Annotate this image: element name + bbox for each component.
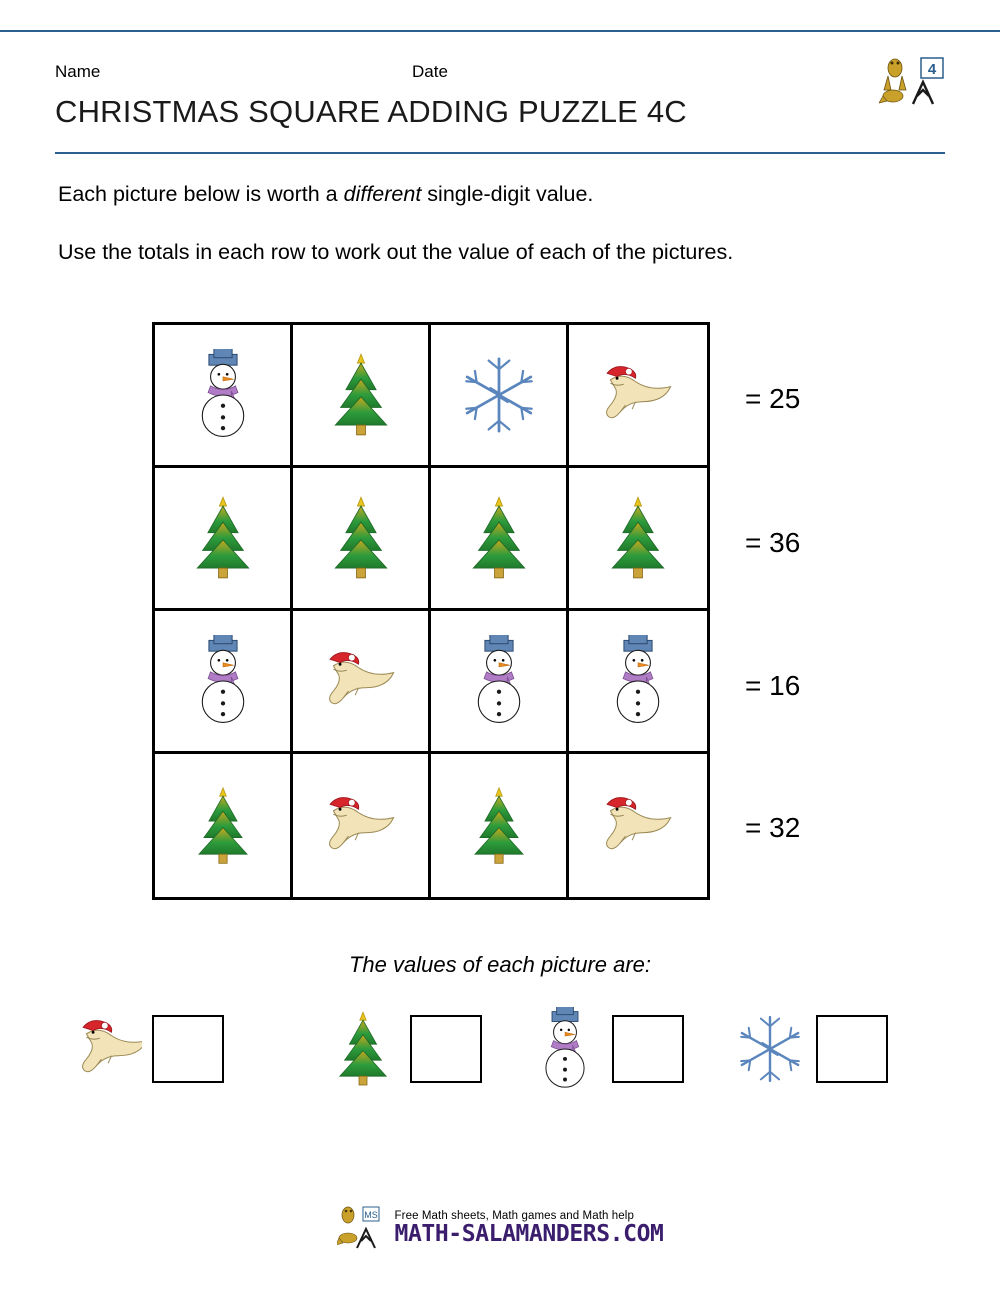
values-caption: The values of each picture are: (348, 952, 652, 977)
snowman-icon (470, 635, 528, 727)
instruction-1-emphasis: different (343, 182, 422, 206)
grid-cell (569, 468, 707, 611)
page-title: CHRISTMAS SQUARE ADDING PUZZLE 4C (55, 94, 687, 129)
tree-icon (330, 349, 392, 441)
snowman-icon (194, 349, 252, 441)
tree-icon (607, 488, 669, 588)
grid-cell (431, 611, 569, 754)
date-label: Date (412, 62, 448, 81)
grid-cell (431, 754, 569, 897)
grid-cell (569, 325, 707, 468)
row-total: = 16 (745, 670, 801, 701)
svg-text:MS: MS (363, 1210, 378, 1220)
top-rule (0, 30, 1000, 32)
worm-icon (592, 792, 684, 860)
snowman-icon (528, 1009, 602, 1089)
svg-text:4: 4 (927, 61, 937, 78)
grid-cell (155, 611, 293, 754)
row-total: = 32 (745, 812, 801, 843)
instruction-1-before: Each picture below is worth a (58, 182, 344, 206)
answer-slot-worm (68, 1005, 248, 1093)
instruction-line-2: Use the totals in each row to work out the value of each of the pictures. (58, 240, 734, 264)
name-label: Name (55, 62, 101, 81)
worm-icon (315, 792, 407, 860)
row-total: = 36 (745, 527, 801, 558)
worm-icon (315, 647, 407, 715)
snowflake-icon (732, 1009, 806, 1089)
snowman-icon (194, 635, 252, 727)
answer-input-snowman[interactable] (612, 1015, 684, 1083)
worksheet-header (55, 58, 945, 148)
footer-site: MATH-SALAMANDERS.COM (394, 1221, 664, 1247)
instruction-1-after: single-digit value. (421, 182, 594, 206)
puzzle-grid (152, 322, 710, 900)
grid-cell (293, 754, 431, 897)
title-rule (55, 152, 945, 154)
row-total: = 25 (745, 383, 801, 414)
tree-icon (194, 780, 252, 872)
grid-cell (431, 325, 569, 468)
tree-icon (326, 1009, 400, 1089)
grid-cell (155, 325, 293, 468)
answer-input-worm[interactable] (152, 1015, 224, 1083)
answer-slot-tree (326, 1005, 506, 1093)
answer-slot-snowman (528, 1005, 708, 1093)
instruction-line-1 (58, 182, 593, 207)
tree-icon (330, 488, 392, 588)
footer (0, 1205, 1000, 1251)
grid-cell (293, 611, 431, 754)
answer-slot-snowflake (732, 1005, 912, 1093)
grid-cell (569, 754, 707, 897)
answer-input-snowflake[interactable] (816, 1015, 888, 1083)
tree-icon (470, 780, 528, 872)
tree-icon (192, 488, 254, 588)
snowman-icon (609, 635, 667, 727)
footer-salamander-logo (337, 1205, 389, 1251)
footer-tagline: Free Math sheets, Math games and Math help (394, 1210, 634, 1222)
grid-cell (293, 325, 431, 468)
tree-icon (468, 488, 530, 588)
salamander-logo (879, 56, 945, 108)
grid-cell (155, 468, 293, 611)
footer-text (395, 1210, 664, 1246)
worm-icon (68, 1009, 142, 1089)
grid-cell (155, 754, 293, 897)
answer-row (60, 1005, 920, 1093)
answer-input-tree[interactable] (410, 1015, 482, 1083)
worm-icon (592, 361, 684, 429)
grid-cell (569, 611, 707, 754)
grid-cell (431, 468, 569, 611)
snowflake-icon (456, 352, 542, 438)
grid-cell (293, 468, 431, 611)
